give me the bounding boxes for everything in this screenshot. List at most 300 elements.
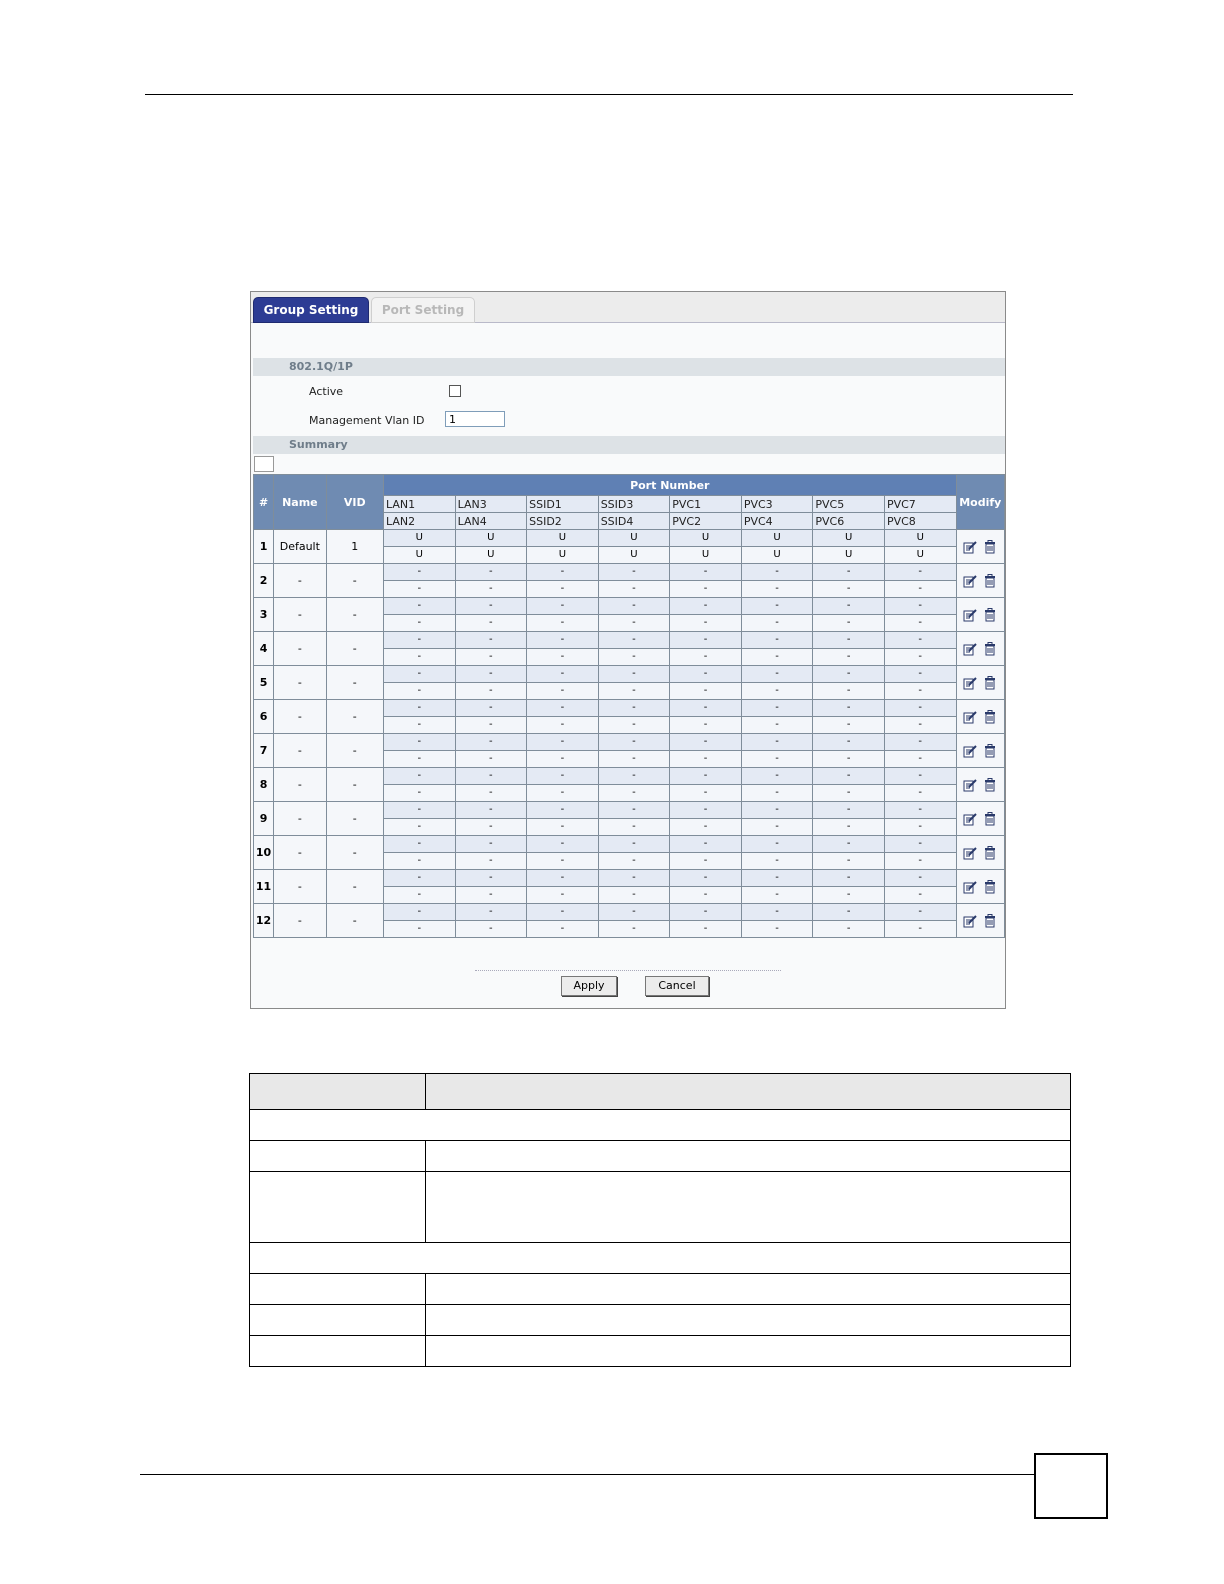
vlan-row [254,666,1004,682]
row-modify-cell [957,530,1004,563]
port-label: LAN1 [384,496,455,512]
port-value: - [456,581,527,597]
port-value: - [599,785,670,801]
port-value: U [456,530,527,546]
port-value: - [885,751,956,767]
port-value: - [599,683,670,699]
port-value: - [527,802,598,818]
port-value: - [742,785,813,801]
edit-icon[interactable] [963,812,977,826]
port-value: - [885,700,956,716]
port-value: - [885,649,956,665]
port-value: - [742,904,813,920]
edit-icon[interactable] [963,846,977,860]
port-value: - [670,700,741,716]
port-value: - [527,836,598,852]
port-label: LAN3 [456,496,527,512]
port-value: - [527,683,598,699]
port-value: - [456,870,527,886]
port-value: - [813,836,884,852]
row-modify-cell [957,802,1004,835]
vlan-row [254,564,1004,580]
port-value: - [456,921,527,937]
field-description-table [249,1073,1071,1367]
port-value: - [813,734,884,750]
port-value: - [742,751,813,767]
mgmt-vlan-label: Management Vlan ID [309,414,425,427]
row-number: 6 [254,700,273,733]
vlan-config-screen [250,291,1006,1009]
row-number: 7 [254,734,273,767]
port-value: - [813,581,884,597]
port-value: - [813,598,884,614]
trash-icon[interactable] [983,880,997,894]
button-separator [475,970,781,971]
port-value: - [384,717,455,733]
row-name: - [274,802,325,835]
trash-icon[interactable] [983,846,997,860]
trash-icon[interactable] [983,608,997,622]
row-number: 2 [254,564,273,597]
port-value: - [599,921,670,937]
port-value: - [885,615,956,631]
edit-icon[interactable] [963,914,977,928]
port-value: - [670,581,741,597]
page-number-box [1034,1453,1108,1519]
port-value: - [742,615,813,631]
row-vid: - [327,632,383,665]
port-value: - [670,649,741,665]
port-value: - [527,870,598,886]
section-8021q-header [253,358,1005,376]
port-value: - [670,802,741,818]
port-value: - [742,649,813,665]
col-num-header: # [254,475,273,529]
row-vid: - [327,802,383,835]
port-value: - [456,564,527,580]
page-header-rule [145,94,1073,95]
port-value: - [527,700,598,716]
port-value: U [599,547,670,563]
port-value: U [813,530,884,546]
row-number: 4 [254,632,273,665]
port-value: - [527,751,598,767]
port-label: PVC5 [813,496,884,512]
port-value: - [742,683,813,699]
port-value: - [885,717,956,733]
port-label: PVC8 [885,513,956,529]
active-label: Active [309,385,344,398]
port-value: - [527,666,598,682]
row-name: - [274,632,325,665]
port-value: - [885,564,956,580]
row-vid: - [327,700,383,733]
port-value: - [885,904,956,920]
page-footer-rule [140,1474,1036,1475]
port-value: - [384,836,455,852]
trash-icon[interactable] [983,574,997,588]
port-value: - [527,564,598,580]
row-modify-cell [957,666,1004,699]
port-value: - [599,564,670,580]
edit-icon[interactable] [963,608,977,622]
edit-icon[interactable] [963,540,977,554]
port-value: - [456,734,527,750]
port-value: - [456,751,527,767]
port-value: - [813,632,884,648]
port-value: - [813,853,884,869]
port-value: - [813,870,884,886]
port-value: - [527,904,598,920]
summary-select-box [254,456,274,472]
port-value: - [456,785,527,801]
port-value: - [885,581,956,597]
port-value: - [527,734,598,750]
row-name: - [274,700,325,733]
port-value: U [527,547,598,563]
port-value: - [599,649,670,665]
vlan-row [254,870,1004,886]
row-name: - [274,666,325,699]
row-vid: 1 [327,530,383,563]
port-value: - [527,717,598,733]
vlan-row [254,802,1004,818]
port-value: - [599,751,670,767]
row-vid: - [327,598,383,631]
port-value: - [742,717,813,733]
port-value: - [670,887,741,903]
port-value: - [599,615,670,631]
port-value: - [456,700,527,716]
port-value: U [885,530,956,546]
port-value: - [527,615,598,631]
port-value: - [384,649,455,665]
port-value: - [670,870,741,886]
port-label: PVC1 [670,496,741,512]
port-value: - [742,734,813,750]
mgmt-vlan-input[interactable]: 1 [445,411,505,427]
port-value: - [742,598,813,614]
port-value: - [384,734,455,750]
port-value: - [456,717,527,733]
port-value: - [384,700,455,716]
desc-row [250,1141,1071,1172]
desc-row [250,1274,1071,1305]
port-value: - [885,598,956,614]
port-value: - [599,904,670,920]
port-value: - [456,802,527,818]
section-8021q-title: 802.1Q/1P [289,360,353,373]
desc-header-row [250,1074,1071,1110]
port-label: SSID1 [527,496,598,512]
port-value: - [670,717,741,733]
port-value: - [599,581,670,597]
port-value: - [456,836,527,852]
port-value: - [456,904,527,920]
port-value: - [384,785,455,801]
port-value: - [670,598,741,614]
port-value: - [885,734,956,750]
port-value: - [885,836,956,852]
port-value: - [384,632,455,648]
port-value: - [456,683,527,699]
port-value: - [813,700,884,716]
port-label: PVC2 [670,513,741,529]
port-value: - [670,615,741,631]
port-value: - [742,564,813,580]
port-value: - [670,564,741,580]
port-value: - [384,853,455,869]
row-modify-cell [957,632,1004,665]
port-value: - [527,853,598,869]
port-value: - [527,581,598,597]
port-value: - [742,819,813,835]
port-value: U [456,547,527,563]
port-value: - [527,819,598,835]
edit-icon[interactable] [963,642,977,656]
port-value: - [599,853,670,869]
port-value: - [599,717,670,733]
port-value: - [813,921,884,937]
trash-icon[interactable] [983,642,997,656]
port-value: - [456,632,527,648]
port-value: - [813,819,884,835]
row-vid: - [327,768,383,801]
port-value: - [384,870,455,886]
port-value: - [599,734,670,750]
port-value: - [670,683,741,699]
vlan-row [254,768,1004,784]
port-value: - [813,887,884,903]
port-value: - [527,887,598,903]
port-value: - [599,700,670,716]
port-value: - [384,666,455,682]
row-modify-cell [957,598,1004,631]
port-label: PVC4 [742,513,813,529]
row-number: 1 [254,530,273,563]
vlan-summary-table [253,474,1005,938]
port-label: SSID4 [599,513,670,529]
port-value: - [384,819,455,835]
port-value: - [813,904,884,920]
row-modify-cell [957,700,1004,733]
row-number: 3 [254,598,273,631]
port-value: - [742,921,813,937]
edit-icon[interactable] [963,880,977,894]
tab-group-setting[interactable]: Group Setting [253,297,369,323]
port-label: SSID3 [599,496,670,512]
port-value: - [670,785,741,801]
port-value: - [384,581,455,597]
row-name: - [274,598,325,631]
active-checkbox[interactable] [449,385,461,397]
col-vid-header: VID [327,475,383,529]
trash-icon[interactable] [983,710,997,724]
port-value: - [813,751,884,767]
edit-icon[interactable] [963,574,977,588]
section-summary-header [253,436,1005,454]
port-value: - [742,768,813,784]
port-label: PVC3 [742,496,813,512]
trash-icon[interactable] [983,812,997,826]
row-name: - [274,734,325,767]
row-number: 12 [254,904,273,937]
port-value: - [813,683,884,699]
port-value: - [885,870,956,886]
port-value: U [742,547,813,563]
port-value: - [599,802,670,818]
apply-button[interactable]: Apply [561,976,617,996]
edit-icon[interactable] [963,676,977,690]
trash-icon[interactable] [983,778,997,792]
port-value: - [885,853,956,869]
port-value: - [742,632,813,648]
port-value: - [813,768,884,784]
row-modify-cell [957,836,1004,869]
port-value: - [384,751,455,767]
port-value: - [885,921,956,937]
port-value: U [670,530,741,546]
row-vid: - [327,666,383,699]
port-value: - [456,649,527,665]
port-value: - [599,632,670,648]
port-value: - [527,632,598,648]
port-value: - [885,802,956,818]
row-name: - [274,836,325,869]
port-value: - [885,632,956,648]
port-value: - [813,785,884,801]
trash-icon[interactable] [983,744,997,758]
vlan-row [254,700,1004,716]
port-value: - [670,734,741,750]
port-label: PVC7 [885,496,956,512]
row-modify-cell [957,734,1004,767]
port-value: U [813,547,884,563]
port-value: - [670,751,741,767]
port-value: - [599,870,670,886]
port-value: - [599,768,670,784]
port-value: - [885,666,956,682]
desc-row [250,1305,1071,1336]
port-value: - [670,666,741,682]
port-value: - [742,700,813,716]
port-value: - [813,564,884,580]
port-value: - [813,717,884,733]
port-value: - [384,683,455,699]
port-label: LAN4 [456,513,527,529]
row-name: Default [274,530,325,563]
port-value: - [742,887,813,903]
port-value: - [885,819,956,835]
port-value: - [670,632,741,648]
port-value: - [813,666,884,682]
port-value: - [885,683,956,699]
vlan-row [254,530,1004,546]
edit-icon[interactable] [963,710,977,724]
port-label: PVC6 [813,513,884,529]
port-value: - [885,785,956,801]
row-name: - [274,768,325,801]
vlan-row [254,904,1004,920]
row-vid: - [327,836,383,869]
port-value: - [456,598,527,614]
port-value: U [527,530,598,546]
port-value: - [742,581,813,597]
row-number: 5 [254,666,273,699]
desc-row [250,1172,1071,1243]
desc-row [250,1336,1071,1367]
port-value: - [670,904,741,920]
desc-row [250,1243,1071,1274]
row-modify-cell [957,564,1004,597]
port-label: LAN2 [384,513,455,529]
cancel-button[interactable]: Cancel [645,976,709,996]
row-number: 9 [254,802,273,835]
port-value: - [670,768,741,784]
row-modify-cell [957,870,1004,903]
port-value: - [742,836,813,852]
tab-bar [251,292,1005,323]
port-value: - [384,615,455,631]
row-modify-cell [957,768,1004,801]
port-value: - [456,768,527,784]
trash-icon[interactable] [983,914,997,928]
tab-port-setting[interactable]: Port Setting [371,297,475,323]
port-value: - [599,598,670,614]
port-value: - [885,887,956,903]
row-name: - [274,870,325,903]
port-value: - [384,904,455,920]
port-value: - [599,836,670,852]
port-value: U [742,530,813,546]
port-value: - [599,887,670,903]
port-value: - [527,598,598,614]
port-value: U [670,547,741,563]
row-number: 11 [254,870,273,903]
port-value: - [742,853,813,869]
port-value: - [813,802,884,818]
edit-icon[interactable] [963,778,977,792]
trash-icon[interactable] [983,540,997,554]
port-value: - [456,615,527,631]
row-name: - [274,564,325,597]
port-value: - [742,802,813,818]
row-vid: - [327,734,383,767]
port-value: - [670,853,741,869]
vlan-row [254,836,1004,852]
col-port-number-header: Port Number [384,475,956,495]
port-value: - [456,666,527,682]
edit-icon[interactable] [963,744,977,758]
port-value: - [670,921,741,937]
row-number: 8 [254,768,273,801]
port-value: - [456,853,527,869]
port-value: - [742,870,813,886]
port-value: - [384,802,455,818]
section-summary-title: Summary [289,438,348,451]
port-value: - [456,819,527,835]
row-modify-cell [957,904,1004,937]
trash-icon[interactable] [983,676,997,690]
row-vid: - [327,564,383,597]
port-value: - [813,649,884,665]
row-name: - [274,904,325,937]
port-label: SSID2 [527,513,598,529]
port-value: - [742,666,813,682]
col-modify-header: Modify [957,475,1004,529]
port-value: - [527,768,598,784]
port-value: - [670,819,741,835]
